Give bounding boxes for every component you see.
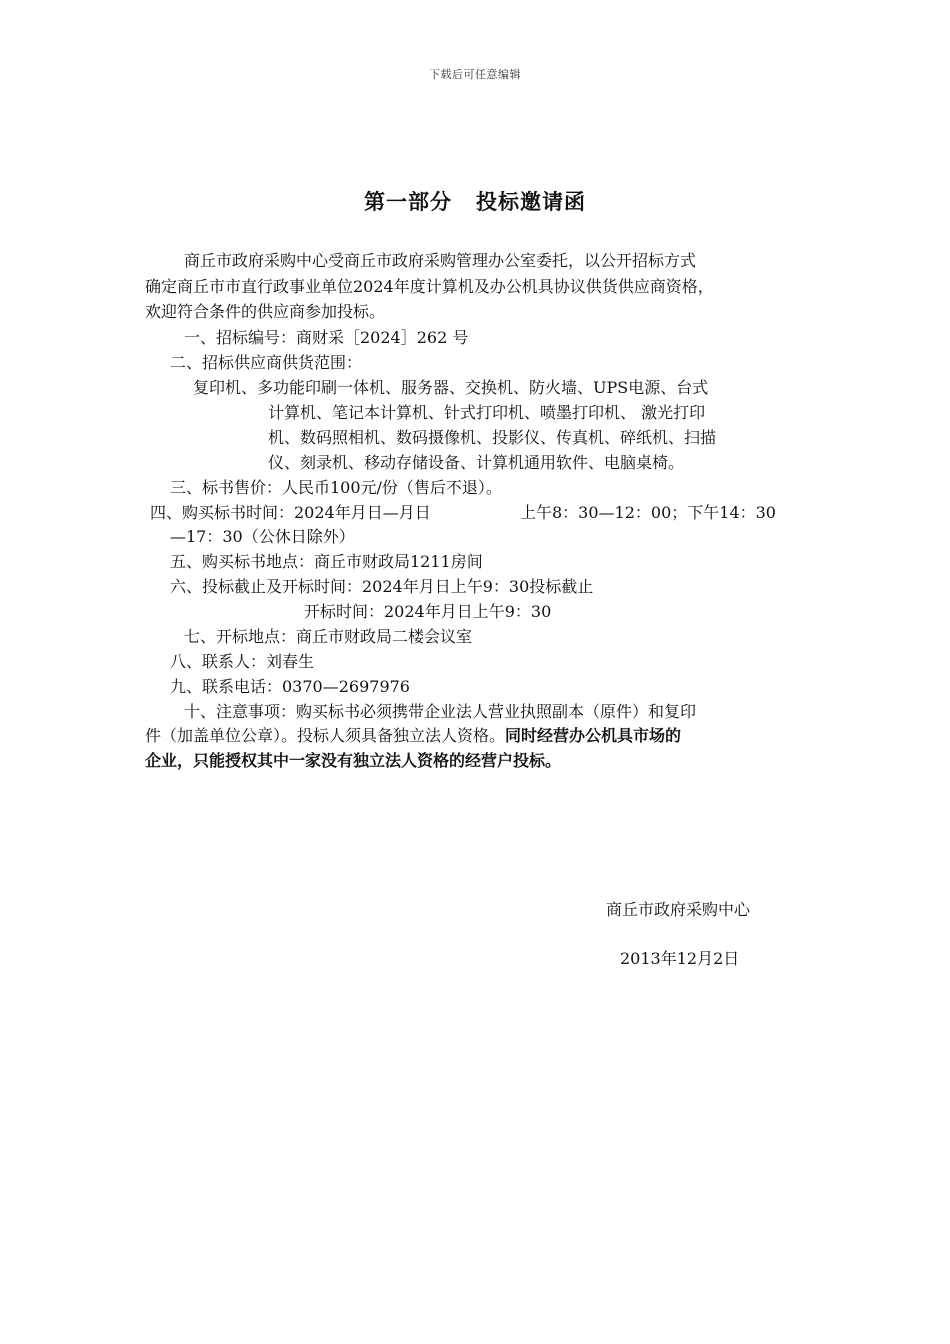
intro-line-3: 欢迎符合条件的供应商参加投标。: [145, 302, 386, 321]
bid-number: 一、招标编号：商财采［2024］262 号: [184, 328, 469, 347]
notes-line-2-plain: 件（加盖单位公章）。投标人须具备独立法人资格。: [145, 726, 506, 745]
scope-line-2: 计算机、笔记本计算机、针式打印机、喷墨打印机、 激光打印: [268, 403, 706, 422]
notes-line-2-bold: 同时经营办公机具市场的: [505, 726, 682, 745]
scope-line-3: 机、数码照相机、数码摄像机、投影仪、传真机、碎纸机、扫描: [268, 428, 717, 447]
purchase-time-2: 上午8：30—12：00；下午14：30: [520, 503, 776, 522]
deadline: 六、投标截止及开标时间：2024年月日上午9：30投标截止: [170, 577, 594, 596]
signature-org: 商丘市政府采购中心: [606, 900, 751, 919]
page-title: [0, 186, 950, 216]
signature-date: 2013年12月2日: [620, 949, 740, 968]
phone: 九、联系电话：0370—2697976: [170, 677, 410, 696]
purchase-time-1: 四、购买标书时间：2024年月日—月日: [150, 503, 431, 522]
scope-label: 二、招标供应商供货范围：: [170, 353, 363, 372]
open-time: 开标时间：2024年月日上午9：30: [304, 602, 552, 621]
purchase-place: 五、购买标书地点：商丘市财政局1211房间: [170, 552, 483, 571]
open-place: 七、开标地点：商丘市财政局二楼会议室: [184, 627, 473, 646]
notes-line-1: 十、注意事项：购买标书必须携带企业法人营业执照副本（原件）和复印: [184, 702, 697, 721]
intro-line-1: 商丘市政府采购中心受商丘市政府采购管理办公室委托，以公开招标方式: [184, 251, 697, 270]
intro-line-2: 确定商丘市市直行政事业单位2024年度计算机及办公机具协议供货供应商资格，: [145, 277, 714, 296]
purchase-time-3: —17：30（公休日除外）: [170, 527, 355, 546]
notes-line-3: 企业，只能授权其中一家没有独立法人资格的经营户投标。: [145, 751, 562, 770]
scope-line-1: 复印机、多功能印刷一体机、服务器、交换机、防火墙、UPS电源、台式: [193, 378, 709, 397]
price: 三、标书售价：人民币100元/份（售后不退）。: [170, 478, 502, 497]
scope-line-4: 仪、刻录机、移动存储设备、计算机通用软件、电脑桌椅。: [268, 453, 685, 472]
title-name: 投标邀请函: [476, 189, 586, 214]
contact: 八、联系人：刘春生: [170, 652, 315, 671]
header-note: 下载后可任意编辑: [429, 68, 521, 81]
notes-line-2: [145, 724, 681, 748]
title-part: 第一部分: [364, 189, 452, 214]
